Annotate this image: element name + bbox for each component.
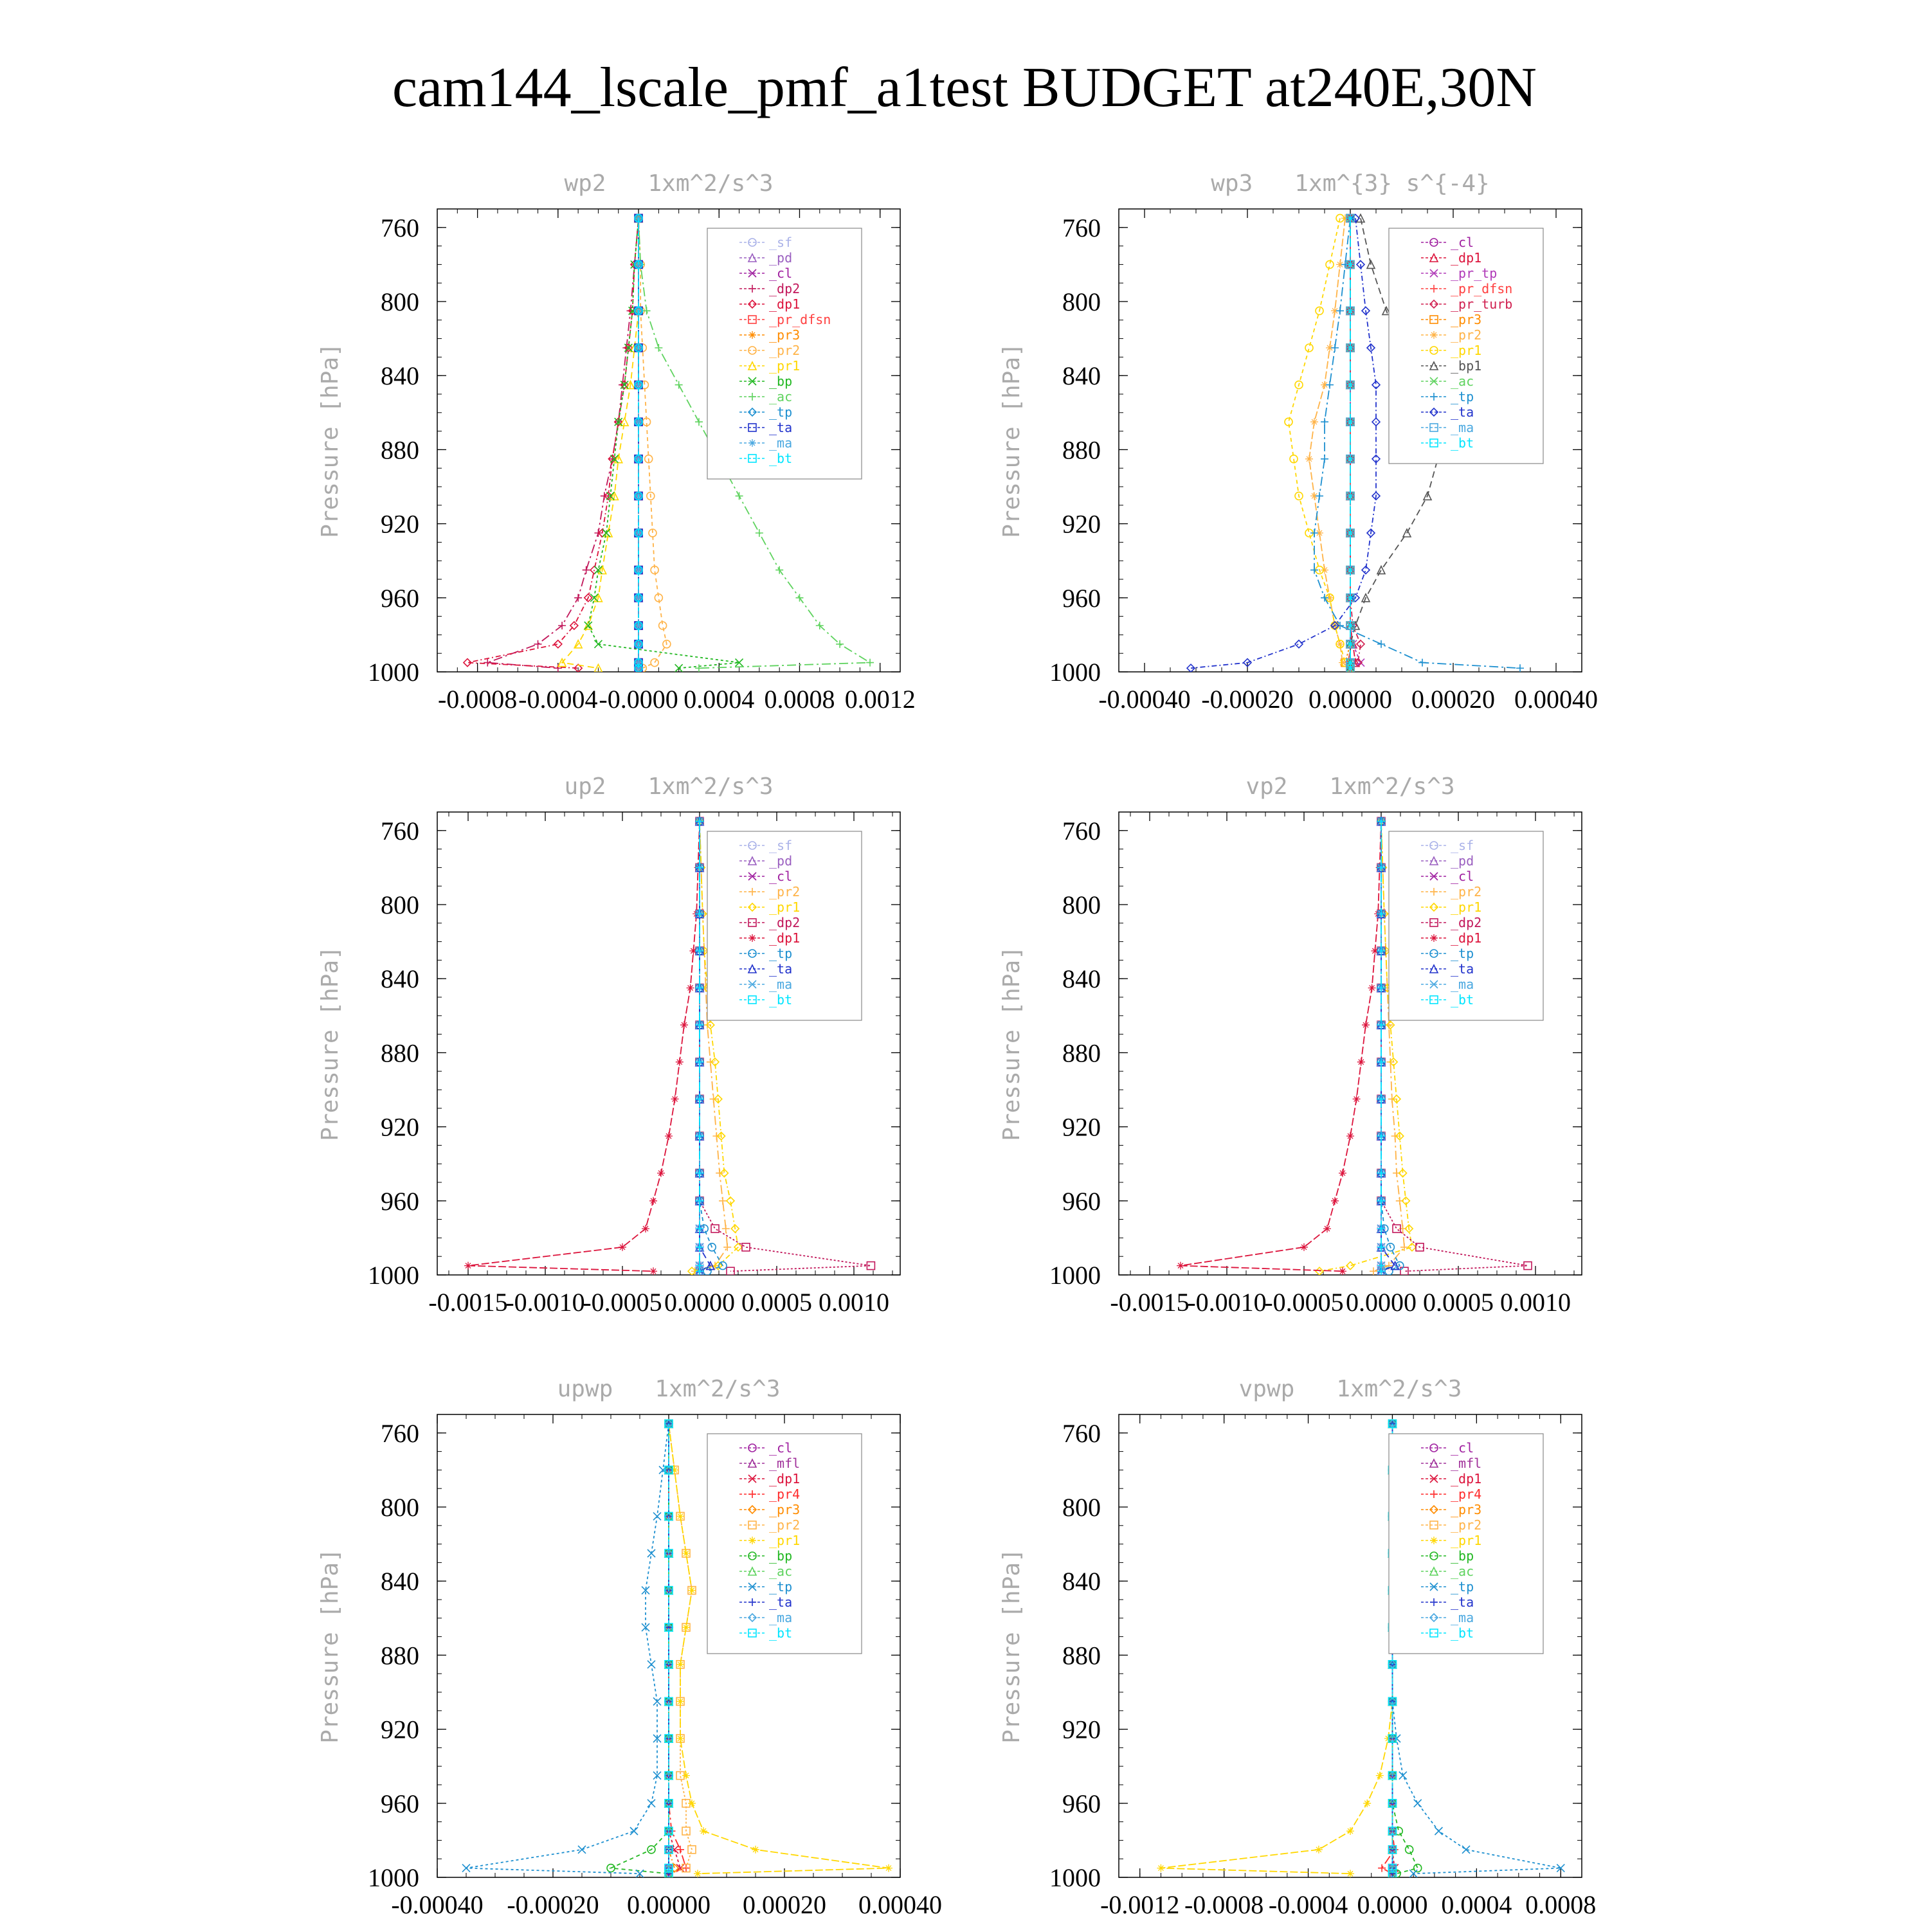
x-tick-label: 0.0005 — [741, 1288, 812, 1317]
legend-label: _bp — [769, 1548, 793, 1564]
data-point — [680, 1021, 688, 1029]
x-tick-label: -0.0005 — [1264, 1288, 1344, 1317]
legend-label: _tp — [1451, 946, 1474, 961]
data-point — [700, 1827, 707, 1835]
legend-label: _ac — [1451, 1564, 1474, 1579]
legend-label: _bt — [769, 992, 793, 1007]
data-point — [554, 664, 562, 672]
data-point — [462, 1864, 470, 1872]
y-tick-label: 1000 — [368, 1261, 419, 1290]
data-point — [1357, 1058, 1365, 1066]
y-tick-label: 840 — [381, 1567, 419, 1596]
legend-label: _mfl — [769, 1456, 801, 1471]
data-point — [1177, 1262, 1184, 1270]
y-tick-label: 800 — [1062, 1493, 1101, 1522]
x-tick-label: -0.0010 — [505, 1288, 585, 1317]
x-tick-label: -0.00040 — [1098, 685, 1191, 714]
data-point — [1386, 1058, 1394, 1066]
legend-label: _cl — [1451, 1440, 1474, 1456]
legend-label: _pr1 — [769, 358, 801, 374]
data-point — [655, 344, 662, 352]
data-point — [1370, 1267, 1377, 1275]
data-point — [1316, 492, 1323, 500]
series-line — [1289, 218, 1350, 668]
x-tick-label: -0.0012 — [1100, 1890, 1180, 1919]
data-point — [695, 418, 703, 426]
data-point — [1368, 984, 1376, 992]
x-tick-label: -0.0005 — [583, 1288, 662, 1317]
legend-label: _ma — [769, 1610, 793, 1625]
legend-label: _pr2 — [1451, 1517, 1482, 1533]
legend-label: _pd — [1451, 853, 1474, 869]
data-point — [1346, 1870, 1354, 1877]
y-tick-label: 960 — [381, 1186, 419, 1216]
x-tick-label: 0.0012 — [844, 685, 916, 714]
x-tick-label: 0.0004 — [684, 685, 755, 714]
data-point — [651, 659, 658, 667]
legend-label: _pr2 — [769, 343, 801, 358]
legend-label: _sf — [769, 838, 793, 853]
y-tick-label: 920 — [1062, 1715, 1101, 1744]
data-point — [1326, 260, 1334, 268]
legend-label: _cl — [769, 869, 793, 884]
chart-panel-3 — [317, 773, 900, 1317]
y-tick-label: 840 — [1062, 1567, 1101, 1596]
series-line — [487, 218, 638, 668]
data-point — [716, 1169, 723, 1177]
y-tick-label: 920 — [1062, 509, 1101, 539]
data-point — [1326, 381, 1334, 389]
data-point — [1346, 1827, 1354, 1835]
data-point — [1414, 1800, 1422, 1807]
chart-panel-6 — [999, 1376, 1596, 1919]
data-point — [885, 1864, 892, 1872]
y-tick-label: 800 — [1062, 287, 1101, 316]
data-point — [676, 1661, 684, 1668]
x-tick-label: -0.0010 — [1187, 1288, 1267, 1317]
legend-label: _pr3 — [769, 327, 801, 343]
data-point — [1310, 418, 1318, 426]
legend-label: _ac — [1451, 374, 1474, 389]
data-point — [630, 1827, 638, 1835]
x-tick-label: -0.00020 — [1201, 685, 1294, 714]
main-title: cam144_lscale_pmf_a1test BUDGET at240E,30N — [392, 57, 1537, 119]
legend-label: _ta — [1451, 1594, 1474, 1610]
data-point — [1516, 664, 1524, 672]
data-point — [583, 566, 590, 574]
data-point — [1363, 1800, 1371, 1807]
data-point — [594, 640, 602, 648]
y-tick-label: 800 — [1062, 890, 1101, 919]
x-tick-label: 0.00040 — [858, 1890, 942, 1919]
y-tick-label: 1000 — [1049, 1863, 1101, 1892]
x-tick-label: 0.0010 — [1500, 1288, 1571, 1317]
data-point — [1315, 1846, 1323, 1854]
data-point — [710, 1095, 718, 1103]
data-point — [688, 1800, 696, 1807]
y-axis-label: Pressure [hPa] — [999, 343, 1025, 538]
data-point — [719, 1197, 727, 1205]
legend-label: _ta — [1451, 404, 1474, 420]
chart-panel-2 — [999, 170, 1598, 714]
chart-title: wp3 1xm^{3} s^{-4} — [1211, 170, 1490, 197]
x-tick-label: -0.0015 — [1110, 1288, 1190, 1317]
legend-label: _pr4 — [1451, 1486, 1482, 1502]
data-point — [795, 594, 803, 602]
y-tick-label: 960 — [381, 1789, 419, 1818]
data-point — [1378, 1864, 1386, 1872]
x-tick-label: 0.0008 — [1525, 1890, 1597, 1919]
series-line — [466, 1423, 669, 1873]
y-axis-label: Pressure [hPa] — [317, 1548, 343, 1744]
data-point — [1353, 1095, 1361, 1103]
legend-label: _cl — [769, 1440, 793, 1456]
x-tick-label: -0.0008 — [437, 685, 518, 714]
data-point — [675, 381, 683, 389]
data-point — [1321, 418, 1328, 426]
y-tick-label: 800 — [381, 1493, 419, 1522]
data-point — [707, 1058, 714, 1066]
data-point — [464, 1262, 472, 1270]
data-point — [723, 1243, 731, 1251]
legend-label: _pd — [769, 853, 793, 869]
data-point — [676, 1058, 684, 1066]
data-point — [484, 659, 491, 667]
x-tick-label: 0.0010 — [819, 1288, 889, 1317]
legend-label: _bt — [769, 1625, 793, 1641]
x-tick-label: -0.00040 — [391, 1890, 484, 1919]
chart-title: vpwp 1xm^2/s^3 — [1238, 1376, 1462, 1402]
x-tick-label: 0.0000 — [1357, 1890, 1428, 1919]
legend-label: _pr1 — [769, 899, 801, 915]
data-point — [1157, 1864, 1164, 1872]
y-tick-label: 960 — [381, 583, 419, 613]
data-point — [1346, 1132, 1354, 1140]
data-point — [712, 1132, 720, 1140]
legend-label: _dp1 — [1451, 930, 1482, 946]
legend-label: _ma — [769, 435, 793, 451]
data-point — [694, 1870, 702, 1877]
chart-panel-4 — [999, 773, 1582, 1317]
x-tick-label: 0.00020 — [1411, 685, 1495, 714]
y-tick-label: 760 — [1062, 1418, 1101, 1448]
y-tick-label: 880 — [1062, 1641, 1101, 1670]
data-point — [1388, 1095, 1396, 1103]
data-point — [1331, 1197, 1339, 1205]
data-point — [1377, 566, 1385, 574]
legend-label: _pr_turb — [1451, 296, 1513, 312]
legend-label: _tp — [1451, 389, 1474, 404]
y-tick-label: 960 — [1062, 1186, 1101, 1216]
y-tick-label: 840 — [1062, 964, 1101, 994]
legend-label: _ac — [769, 389, 793, 404]
legend-label: _tp — [769, 404, 793, 420]
legend-label: _pr2 — [769, 1517, 801, 1533]
y-tick-label: 760 — [381, 816, 419, 845]
series-line — [1181, 821, 1381, 1271]
series-line — [467, 218, 638, 668]
legend-label: _bp — [1451, 1548, 1474, 1564]
x-tick-label: 0.0000 — [1346, 1288, 1417, 1317]
y-tick-label: 840 — [381, 964, 419, 994]
x-tick-label: 0.00000 — [627, 1890, 711, 1919]
y-tick-label: 920 — [381, 1112, 419, 1142]
legend-label: _ta — [1451, 961, 1474, 977]
legend-label: _pr1 — [1451, 1533, 1482, 1548]
legend-label: _dp1 — [769, 930, 801, 946]
data-point — [1336, 307, 1344, 314]
data-point — [682, 1549, 690, 1557]
x-tick-label: -0.0008 — [1184, 1890, 1264, 1919]
legend-label: _bt — [1451, 435, 1474, 451]
x-tick-label: 0.0000 — [664, 1288, 735, 1317]
data-point — [648, 1800, 655, 1807]
legend-label: _pr3 — [1451, 312, 1482, 327]
legend-label: _ma — [1451, 977, 1474, 992]
data-point — [676, 1512, 684, 1520]
legend-label: _ta — [769, 420, 793, 435]
legend-label: _pr_dfsn — [769, 312, 831, 327]
y-axis-label: Pressure [hPa] — [999, 1548, 1025, 1744]
x-tick-label: 0.00020 — [743, 1890, 826, 1919]
y-tick-label: 800 — [381, 287, 419, 316]
legend-label: _dp2 — [769, 915, 801, 930]
data-point — [688, 1587, 696, 1594]
legend-label: _pr1 — [1451, 899, 1482, 915]
data-point — [1414, 1864, 1422, 1872]
legend-label: _pr3 — [769, 1502, 801, 1517]
data-point — [676, 1697, 684, 1705]
legend-label: _pr2 — [1451, 884, 1482, 899]
legend-label: _pr_tp — [1451, 266, 1498, 281]
y-axis-label: Pressure [hPa] — [317, 946, 343, 1141]
data-point — [752, 1846, 759, 1854]
data-point — [1406, 1846, 1413, 1854]
legend-label: _pr1 — [1451, 343, 1482, 358]
x-tick-label: -0.00020 — [507, 1890, 599, 1919]
legend-label: _sf — [1451, 838, 1474, 853]
x-tick-label: -0.0015 — [428, 1288, 508, 1317]
data-point — [736, 492, 743, 500]
y-tick-label: 760 — [1062, 816, 1101, 845]
data-point — [1376, 1772, 1384, 1780]
y-tick-label: 880 — [381, 435, 419, 465]
legend-label: _pd — [769, 250, 793, 266]
data-point — [1391, 1132, 1399, 1140]
data-point — [1331, 344, 1339, 352]
y-tick-label: 1000 — [368, 1863, 419, 1892]
data-point — [682, 1623, 690, 1631]
series-line — [1161, 1423, 1392, 1873]
legend-label: _cl — [769, 266, 793, 281]
y-tick-label: 960 — [1062, 1789, 1101, 1818]
y-tick-label: 880 — [381, 1038, 419, 1068]
data-point — [649, 1267, 657, 1275]
data-point — [657, 1169, 665, 1177]
chart-title: upwp 1xm^2/s^3 — [557, 1376, 781, 1402]
data-point — [775, 566, 783, 574]
legend-label: _ma — [1451, 1610, 1474, 1625]
x-tick-label: 0.00040 — [1514, 685, 1598, 714]
y-tick-label: 920 — [381, 509, 419, 539]
data-point — [1295, 640, 1303, 648]
legend-label: _cl — [1451, 869, 1474, 884]
legend-label: _dp1 — [1451, 1471, 1482, 1486]
legend-label: _bp1 — [1451, 358, 1482, 374]
y-tick-label: 920 — [381, 1715, 419, 1744]
x-tick-label: 0.00000 — [1309, 685, 1392, 714]
chart-panel-1 — [317, 170, 916, 714]
legend-label: _dp1 — [1451, 250, 1482, 266]
legend-label: _mfl — [1451, 1456, 1482, 1471]
legend-label: _pr_dfsn — [1451, 281, 1513, 296]
legend-label: _sf — [769, 235, 793, 250]
data-point — [653, 1512, 661, 1520]
data-point — [1305, 455, 1313, 463]
legend-label: _pr1 — [769, 1533, 801, 1548]
data-point — [671, 1095, 679, 1103]
data-point — [1339, 1267, 1346, 1275]
y-tick-label: 960 — [1062, 583, 1101, 613]
data-point — [722, 1225, 730, 1232]
data-point — [687, 984, 694, 992]
series-line — [468, 821, 700, 1271]
data-point — [742, 1243, 750, 1251]
data-point — [1305, 344, 1313, 352]
legend-label: _tp — [769, 1579, 793, 1594]
legend-label: _pr2 — [769, 884, 801, 899]
legend-label: _ta — [769, 1594, 793, 1610]
series-line — [562, 218, 638, 668]
chart-title: wp2 1xm^2/s^3 — [564, 170, 774, 197]
chart-title: vp2 1xm^2/s^3 — [1245, 773, 1455, 800]
y-tick-label: 1000 — [1049, 1261, 1101, 1290]
legend-label: _tp — [1451, 1579, 1474, 1594]
y-tick-label: 840 — [1062, 361, 1101, 391]
y-tick-label: 760 — [381, 1418, 419, 1448]
legend-label: _dp1 — [769, 1471, 801, 1486]
chart-panel-5 — [317, 1376, 942, 1919]
y-tick-label: 840 — [381, 361, 419, 391]
x-tick-label: -0.0000 — [599, 685, 678, 714]
legend-label: _ma — [1451, 420, 1474, 435]
y-tick-label: 760 — [1062, 213, 1101, 242]
legend-label: _cl — [1451, 235, 1474, 250]
data-point — [1435, 1827, 1442, 1835]
legend-label: _bt — [1451, 1625, 1474, 1641]
data-point — [534, 640, 542, 648]
legend-label: _bt — [1451, 992, 1474, 1007]
y-tick-label: 880 — [1062, 435, 1101, 465]
data-point — [1377, 640, 1385, 648]
data-point — [866, 659, 874, 667]
y-axis-label: Pressure [hPa] — [999, 946, 1025, 1141]
data-point — [648, 1549, 655, 1557]
legend-label: _ma — [769, 977, 793, 992]
y-tick-label: 1000 — [1049, 658, 1101, 687]
y-tick-label: 880 — [381, 1641, 419, 1670]
legend-label: _dp2 — [1451, 915, 1482, 930]
x-tick-label: -0.0004 — [1268, 1890, 1348, 1919]
data-point — [1362, 1021, 1370, 1029]
legend-label: _pr2 — [1451, 327, 1482, 343]
legend-label: _dp2 — [769, 281, 801, 296]
data-point — [682, 1772, 690, 1780]
data-point — [1321, 455, 1328, 463]
chart-title: up2 1xm^2/s^3 — [564, 773, 774, 800]
y-tick-label: 1000 — [368, 658, 419, 687]
legend-label: _pr3 — [1451, 1502, 1482, 1517]
legend-label: _tp — [769, 946, 793, 961]
data-point — [649, 1197, 657, 1205]
x-tick-label: -0.0004 — [518, 685, 598, 714]
legend-label: _dp1 — [769, 296, 801, 312]
y-tick-label: 760 — [381, 213, 419, 242]
legend-label: _bt — [769, 451, 793, 466]
data-point — [648, 1661, 655, 1668]
data-point — [676, 1735, 684, 1742]
y-tick-label: 920 — [1062, 1112, 1101, 1142]
legend-label: _ta — [769, 961, 793, 977]
y-tick-label: 880 — [1062, 1038, 1101, 1068]
x-tick-label: 0.0008 — [764, 685, 835, 714]
data-point — [665, 1132, 673, 1140]
y-axis-label: Pressure [hPa] — [317, 343, 343, 538]
data-point — [1339, 1169, 1346, 1177]
x-tick-label: 0.0005 — [1423, 1288, 1494, 1317]
data-point — [711, 1225, 719, 1232]
x-tick-label: 0.0004 — [1441, 1890, 1512, 1919]
data-point — [695, 664, 703, 672]
data-point — [1418, 659, 1426, 667]
data-point — [756, 529, 763, 537]
y-tick-label: 800 — [381, 890, 419, 919]
legend-label: _ac — [769, 1564, 793, 1579]
data-point — [574, 594, 582, 602]
legend-label: _pr4 — [769, 1486, 801, 1502]
legend-label: _bp — [769, 374, 793, 389]
